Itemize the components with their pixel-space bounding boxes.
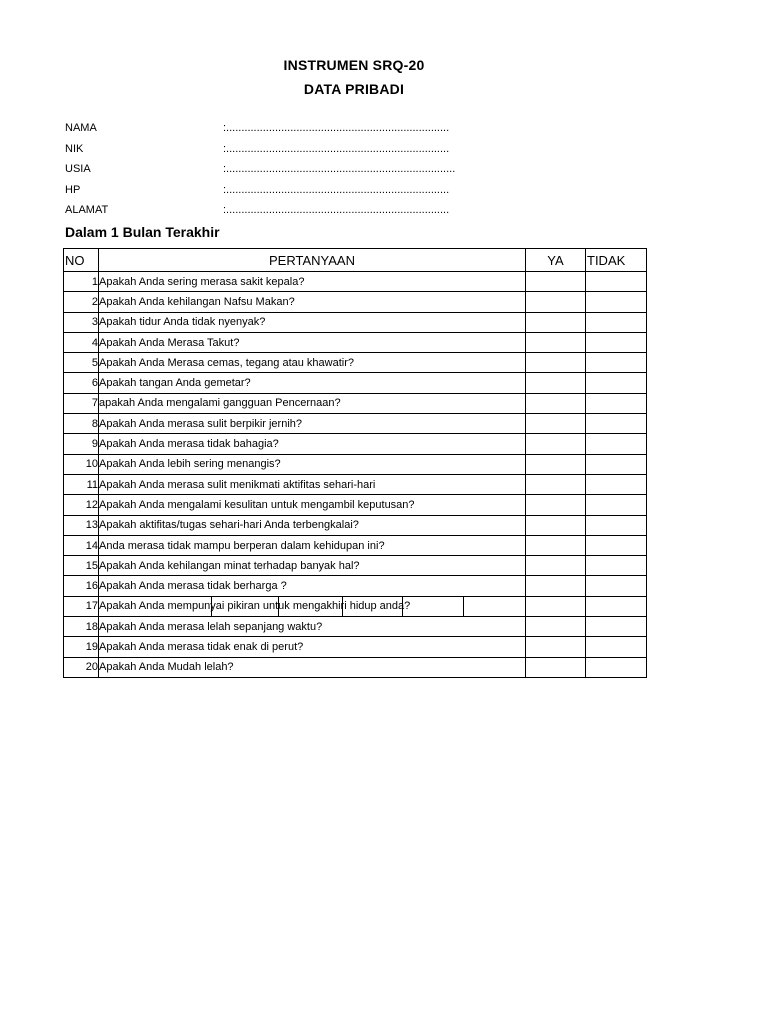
question-text xyxy=(99,353,526,373)
table-row xyxy=(64,556,647,576)
question-label: Apakah Anda merasa sulit berpikir jernih? xyxy=(99,417,303,430)
answer-ya-cell[interactable] xyxy=(526,576,586,596)
document-subtitle: DATA PRIBADI xyxy=(303,81,405,97)
question-number: 7 xyxy=(64,393,99,413)
table-row xyxy=(64,495,647,515)
cell-divider xyxy=(463,596,464,616)
answer-ya-cell[interactable] xyxy=(526,373,586,393)
table-row xyxy=(64,657,647,677)
answer-ya-cell[interactable] xyxy=(526,353,586,373)
column-header-tidak: TIDAK xyxy=(586,249,647,272)
question-label: Apakah Anda kehilangan minat terhadap banyak hal? xyxy=(99,559,360,572)
question-text xyxy=(99,617,526,637)
table-row xyxy=(64,332,647,352)
field-blank: :......................................................................... xyxy=(223,142,450,155)
answer-tidak-cell[interactable] xyxy=(586,414,647,434)
table-row xyxy=(64,393,647,413)
question-label: Apakah Anda merasa tidak berharga ? xyxy=(99,580,287,593)
question-label: Apakah Anda merasa sulit menikmati aktifitas sehari-hari xyxy=(99,478,376,491)
answer-ya-cell[interactable] xyxy=(526,495,586,515)
answer-tidak-cell[interactable] xyxy=(586,515,647,535)
answer-tidak-cell[interactable] xyxy=(586,434,647,454)
answer-tidak-cell[interactable] xyxy=(586,393,647,413)
cell-divider xyxy=(278,596,279,616)
answer-ya-cell[interactable] xyxy=(526,617,586,637)
table-row xyxy=(64,434,647,454)
answer-ya-cell[interactable] xyxy=(526,657,586,677)
answer-tidak-cell[interactable] xyxy=(586,596,647,616)
answer-tidak-cell[interactable] xyxy=(586,272,647,292)
table-row xyxy=(64,272,647,292)
answer-tidak-cell[interactable] xyxy=(586,535,647,555)
answer-tidak-cell[interactable] xyxy=(586,474,647,494)
question-label: Apakah Anda merasa tidak enak di perut? xyxy=(99,640,304,653)
question-number: 3 xyxy=(64,312,99,332)
question-label: Apakah Anda lebih sering menangis? xyxy=(99,458,281,471)
question-label: Apakah Anda Mudah lelah? xyxy=(99,661,234,674)
answer-ya-cell[interactable] xyxy=(526,515,586,535)
answer-tidak-cell[interactable] xyxy=(586,312,647,332)
answer-ya-cell[interactable] xyxy=(526,292,586,312)
question-label: Apakah Anda mengalami kesulitan untuk mengambil keputusan? xyxy=(99,498,415,511)
question-text xyxy=(99,637,526,657)
question-number: 11 xyxy=(64,474,99,494)
answer-tidak-cell[interactable] xyxy=(586,353,647,373)
answer-tidak-cell[interactable] xyxy=(586,495,647,515)
question-number: 10 xyxy=(64,454,99,474)
table-row xyxy=(64,535,647,555)
section-title: Dalam 1 Bulan Terakhir xyxy=(65,224,220,240)
answer-ya-cell[interactable] xyxy=(526,312,586,332)
answer-ya-cell[interactable] xyxy=(526,332,586,352)
table-row xyxy=(64,414,647,434)
question-number: 12 xyxy=(64,495,99,515)
answer-ya-cell[interactable] xyxy=(526,596,586,616)
question-text xyxy=(99,332,526,352)
answer-ya-cell[interactable] xyxy=(526,393,586,413)
question-label: Apakah Anda merasa lelah sepanjang waktu? xyxy=(99,620,323,633)
question-number: 1 xyxy=(64,272,99,292)
question-text xyxy=(99,373,526,393)
answer-ya-cell[interactable] xyxy=(526,556,586,576)
question-number: 17 xyxy=(64,596,99,616)
question-label: Apakah Anda Merasa Takut? xyxy=(99,336,240,349)
answer-ya-cell[interactable] xyxy=(526,434,586,454)
table-row xyxy=(64,312,647,332)
question-number: 6 xyxy=(64,373,99,393)
field-blank: :......................................................................... xyxy=(223,204,450,216)
question-number: 2 xyxy=(64,292,99,312)
question-label: Apakah aktifitas/tugas sehari-hari Anda terbengkalai? xyxy=(99,519,359,532)
table-row xyxy=(64,292,647,312)
question-label: Apakah Anda sering merasa sakit kepala? xyxy=(99,275,305,288)
field-blank: :......................................................................... xyxy=(223,122,450,134)
question-label: Apakah tidur Anda tidak nyenyak? xyxy=(99,316,266,329)
question-number: 8 xyxy=(64,414,99,434)
question-number: 19 xyxy=(64,637,99,657)
answer-tidak-cell[interactable] xyxy=(586,637,647,657)
question-number: 4 xyxy=(64,332,99,352)
answer-tidak-cell[interactable] xyxy=(586,332,647,352)
answer-ya-cell[interactable] xyxy=(526,272,586,292)
field-blank: :........................................................................... xyxy=(223,163,456,175)
question-text xyxy=(99,556,526,576)
question-text xyxy=(99,474,526,494)
answer-ya-cell[interactable] xyxy=(526,414,586,434)
cell-divider xyxy=(402,596,403,616)
question-number: 20 xyxy=(64,657,99,677)
cell-divider xyxy=(342,596,343,616)
table-row xyxy=(64,576,647,596)
answer-ya-cell[interactable] xyxy=(526,474,586,494)
question-number: 9 xyxy=(64,434,99,454)
question-label: Apakah Anda merasa tidak bahagia? xyxy=(99,438,279,451)
question-text xyxy=(99,312,526,332)
question-text xyxy=(99,495,526,515)
field-label: ALAMAT xyxy=(65,204,109,216)
question-label: Apakah Anda Merasa cemas, tegang atau khawatir? xyxy=(99,356,354,369)
cell-divider xyxy=(211,596,212,616)
table-body xyxy=(64,272,647,678)
field-label: HP xyxy=(65,183,81,196)
question-text xyxy=(99,414,526,434)
question-number: 15 xyxy=(64,556,99,576)
column-header-ya: YA xyxy=(526,249,586,272)
table-row xyxy=(64,353,647,373)
table-row xyxy=(64,617,647,637)
column-header-question: PERTANYAAN xyxy=(99,249,526,272)
table-row xyxy=(64,474,647,494)
question-label: Apakah Anda kehilangan Nafsu Makan? xyxy=(99,295,295,308)
answer-tidak-cell[interactable] xyxy=(586,292,647,312)
question-text xyxy=(99,272,526,292)
answer-ya-cell[interactable] xyxy=(526,535,586,555)
question-text xyxy=(99,292,526,312)
question-number: 13 xyxy=(64,515,99,535)
field-label: NAMA xyxy=(65,122,97,134)
answer-tidak-cell[interactable] xyxy=(586,454,647,474)
field-label: NIK xyxy=(65,142,84,155)
field-label: USIA xyxy=(65,163,91,175)
question-text xyxy=(99,576,526,596)
question-text xyxy=(99,535,526,555)
answer-tidak-cell[interactable] xyxy=(586,373,647,393)
answer-tidak-cell[interactable] xyxy=(586,617,647,637)
answer-tidak-cell[interactable] xyxy=(586,576,647,596)
question-text xyxy=(99,596,526,616)
answer-ya-cell[interactable] xyxy=(526,637,586,657)
field-blank: :......................................................................... xyxy=(223,183,450,196)
table-row xyxy=(64,637,647,657)
question-number: 18 xyxy=(64,617,99,637)
question-number: 16 xyxy=(64,576,99,596)
question-text xyxy=(99,393,526,413)
table-header-row xyxy=(64,249,647,272)
answer-tidak-cell[interactable] xyxy=(586,556,647,576)
table-row xyxy=(64,596,647,616)
question-text xyxy=(99,434,526,454)
answer-tidak-cell[interactable] xyxy=(586,657,647,677)
question-label: Apakah Anda mempunyai pikiran untuk mengakhiri hidup anda? xyxy=(99,600,411,613)
question-number: 14 xyxy=(64,535,99,555)
question-text xyxy=(99,657,526,677)
document-title: INSTRUMEN SRQ-20 xyxy=(283,57,425,73)
question-text xyxy=(99,454,526,474)
question-text xyxy=(99,515,526,535)
column-header-no: NO xyxy=(64,249,99,272)
table-row xyxy=(64,373,647,393)
table-row xyxy=(64,515,647,535)
table-row xyxy=(64,454,647,474)
question-label: Anda merasa tidak mampu berperan dalam kehidupan ini? xyxy=(99,539,385,552)
srq-question-table xyxy=(63,248,647,678)
answer-ya-cell[interactable] xyxy=(526,454,586,474)
question-number: 5 xyxy=(64,353,99,373)
question-label: apakah Anda mengalami gangguan Pencernaan? xyxy=(99,397,341,410)
question-label: Apakah tangan Anda gemetar? xyxy=(99,377,251,390)
